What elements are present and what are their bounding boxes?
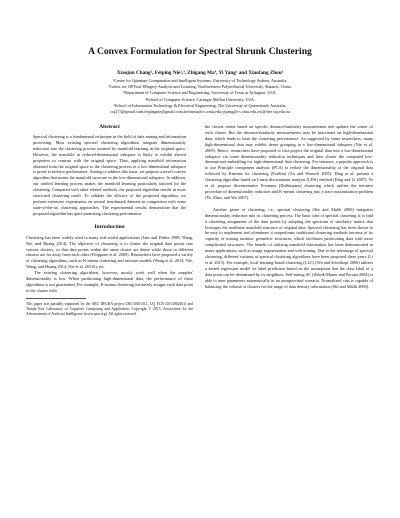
body-paragraph: the closest center based on specific distance/similarity measurement and updates the center of each cluster. But the distance/similarity measurements may be inaccurate on high-dimensional data, which tends to limit the clustering performance. As suggested by some researchers, many high-dimensional data may exhibit dense grouping in a low-dimensional subspace (Nie et al. 2009). Hence, researchers have proposed to first project the original data into a low-dimensional subspace via some dimensionality reduction techniques and then cluster the computed low-dimensional embedding for high-dimensional data clustering. For instance, a popular approach is to use Principle component analysis (PCA) to reduce the dimensionality of the original data followed by Kmeans for clustering (PcaKm) (Xu and Wunsch 2005). Ding et al. present a clustering algorithm based on Linear discriminant analysis (LDA) method (Ding and Li 2007). Ye et al. propose discriminative K-means (DisKmeans) clustering which unifies the iterative procedure of dimensionality reduction and K-means clustering into a trace maximization problem (Ye, Zhao, and Wu 2007). [205, 124, 373, 200]
affiliation-line: ⁵School of Information Technology & Electrical Engineering, The University of Queensland, Australia. [113, 102, 287, 108]
right-column [205, 124, 373, 289]
author-list: Xiaojun Chang¹, Feiping Nie²,³, Zhigang Ma⁴, Yi Yang¹ and Xiaofang Zhou⁵ [116, 70, 284, 76]
left-column [26, 124, 193, 317]
affiliations [0, 78, 400, 115]
intro-paragraph: The existing clustering algorithms, however, mostly work well when the samples' dimensionality is low. When partitioning high-dimensional data, the performance of these algorithms is not guaranteed. For example, K-means clustering iteratively assigns each data point to the cluster with [26, 270, 193, 293]
footnote: This paper was partially supported by the ARC DECRA project DE130101311, UQ ECR (2013002401) and Tianjin Key Laboratory of Cognitive Computing and Application. Copyright © 2015, Association for the Advancement of Artificial Intelligence (www.aaai.org). All rights reserved. [26, 301, 193, 316]
paper-title: A Convex Formulation for Spectral Shrunk Clustering [88, 46, 312, 57]
affiliation-line: ³Department of Computer Science and Engineering, University of Texas at Arlington, USA. [123, 90, 277, 96]
introduction-heading: Introduction [94, 223, 125, 230]
body-paragraph: Another genre of clustering, i.e., spectral clustering (Shi and Malik 2000) integrates dimensionality reduction into its clustering process. The basic idea of spectral clustering is to find a clustering assignment of the data points by adopting the spectrum of similarity matrix that leverages the nonlinear manifold structure of original data. Spectral clustering has been shown to be easy to implement and oftentimes it outperforms traditional clustering methods because of its capacity of mining intrinsic geometric structures, which facilitates partitioning data with more complicated structures. The benefit of utilizing manifold information has been demonstrated in many applications, such as image segmentation and web mining. Due to the advantage of spectral clustering, different variants of spectral clustering algorithms have been proposed these years (Li et al. 2015). For example, local learning-based clustering (LLC) (Wu and Schölkopf 2006) utilizes a kernel regression model for label prediction based on the assumption that the class label of a data point can be determined by its neighbors. Self-tuning SC (Zelnik-Manor and Perona 2004) is able to tune parameters automatically in an unsupervised scenario. Normalized cuts is capable of balancing the volume of clusters for the usage of data density information (Shi and Malik 2000). [205, 206, 373, 289]
author-emails: cxj273@gmail.com,feipingnie@gmail.com,kevinma@cs.cmu.edu,yiyang@cs.cmu.edu,zxf@itee.uq.edu.au [110, 109, 290, 115]
intro-paragraph: Clustering has been widely used in many real-world applications (Jain and Dubes 1988; Wang, Nie, and Huang 2014). The objective of clustering is to cluster the original data points into various clusters, so that data points within the same cluster are dense while those in different clusters are far away from each other (Filippone et al. 2008). Researchers have proposed a variety of clustering algorithms, such as K-means clustering and mixture models (Wang et al. 2014; Nie, Wang, and Huang 2014; Nie et al. 2011b), etc. [26, 234, 193, 270]
affiliation-line: ²Center for OPTical IMagery Analysis and Learning, Northwestern Polytechnical University, Shaanxi, China. [108, 84, 292, 90]
affiliation-line: ¹Centre for Quantum Computation and Intelligent Systems, University of Technology Sydney, Australia. [112, 78, 288, 83]
abstract-heading: Abstract [99, 124, 120, 130]
footnote-rule [26, 298, 86, 301]
affiliation-line: ⁴School of Computer Science, Carnegie Mellon University, USA. [145, 96, 255, 102]
abstract-text: Spectral clustering is a fundamental technique in the field of data mining and information processing. Most existing spectral clustering algorithms integrate dimensionality reduction into the clustering process assisted by manifold learning in the original space. However, the manifold in reduced-dimensional subspace is likely to exhibit altered properties in contrast with the original space. Thus, applying manifold information obtained from the original space to the clustering process in a low-dimensional subspace is prone to inferior performance. Aiming to address this issue, we propose a novel convex algorithm that mines the manifold structure in the low-dimensional subspace. In addition, our unified learning process makes the manifold learning particularly tailored for the clustering. Compared with other related methods, the proposed algorithm results in more structured clustering result. To validate the efficacy of the proposed algorithm, we perform extensive experiments on several benchmark datasets in comparison with some state-of-the-art clustering approaches. The experimental results demonstrate that the proposed algorithm has quite promising clustering performance. [33, 134, 186, 216]
